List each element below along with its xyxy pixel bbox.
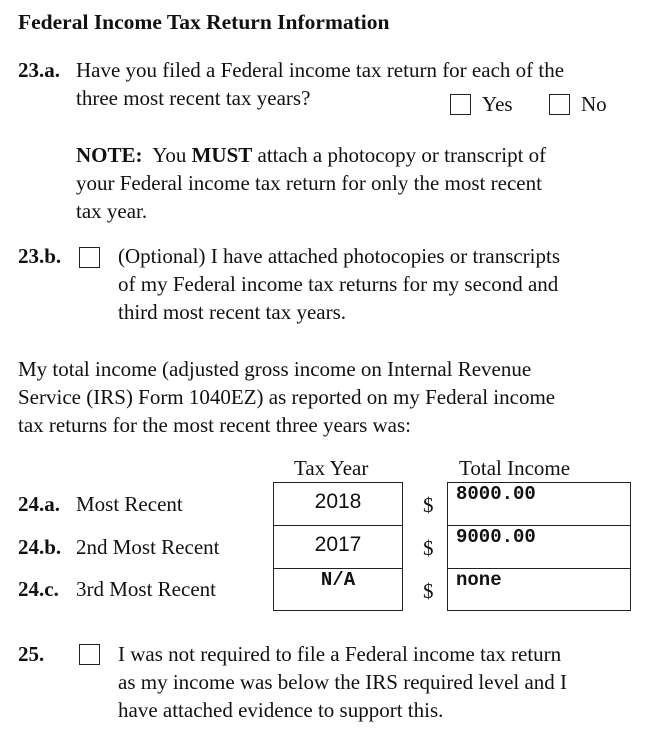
tax-year-value-24a: 2018 [314,490,362,513]
question-25-line3: have attached evidence to support this. [118,698,444,722]
tax-year-value-24c: N/A [320,569,356,591]
note-label: NOTE: [76,143,143,167]
total-income-column-header: Total Income [459,456,571,480]
tax-year-grid [273,482,403,611]
total-income-value-24a: 8000.00 [456,483,536,505]
yes-label: Yes [482,92,513,116]
question-number-25: 25. [18,642,45,666]
section-heading: Federal Income Tax Return Information [18,10,390,34]
total-income-value-24b: 9000.00 [456,526,536,548]
no-checkbox[interactable] [549,94,570,115]
total-income-field-24c[interactable] [448,569,630,611]
currency-symbol-24a: $ [423,493,434,517]
row-number-24c: 24.c. [18,577,59,601]
optional-attached-checkbox[interactable] [79,247,100,268]
tax-year-field-24b[interactable] [274,526,402,568]
row-label-24b: 2nd Most Recent [76,535,220,559]
tax-year-field-24c[interactable] [274,569,402,611]
question-25-line1: I was not required to file a Federal income tax return [118,642,562,666]
total-income-field-24a[interactable] [448,483,630,525]
question-25-line2: as my income was below the IRS required level and I [118,670,568,694]
question-23a-line1: Have you filed a Federal income tax return for each of the [76,58,565,82]
row-number-24b: 24.b. [18,535,62,559]
row-number-24a: 24.a. [18,492,60,516]
total-income-value-24c: none [456,569,502,591]
note-you: You [152,143,187,167]
tax-year-column-header: Tax Year [294,456,369,480]
yes-checkbox[interactable] [450,94,471,115]
row-label-24a: Most Recent [76,492,183,516]
income-intro-line3: tax returns for the most recent three years was: [18,413,412,437]
question-23b-line3: third most recent tax years. [118,300,347,324]
row-label-24c: 3rd Most Recent [76,577,216,601]
note-rest: attach a photocopy or transcript of [257,143,547,167]
income-intro-line1: My total income (adjusted gross income on Internal Revenue [18,357,532,381]
note-line3: tax year. [76,199,148,223]
income-intro-line2: Service (IRS) Form 1040EZ) as reported on my Federal income [18,385,556,409]
currency-symbol-24c: $ [423,579,434,603]
question-number-23a: 23.a. [18,58,60,82]
question-23b-line2: of my Federal income tax returns for my second and [118,272,559,296]
tax-year-value-24b: 2017 [314,533,362,556]
question-23a-line2: three most recent tax years? [76,86,311,110]
currency-symbol-24b: $ [423,536,434,560]
note-line1 [76,141,546,170]
tax-year-field-24a[interactable] [274,483,402,525]
total-income-field-24b[interactable] [448,526,630,568]
note-must: MUST [191,143,253,167]
no-label: No [581,92,607,116]
question-23b-line1: (Optional) I have attached photocopies or transcripts [118,244,561,268]
total-income-grid [447,482,631,611]
question-number-23b: 23.b. [18,244,62,268]
not-required-to-file-checkbox[interactable] [79,644,100,665]
note-line2: your Federal income tax return for only the most recent [76,171,542,195]
